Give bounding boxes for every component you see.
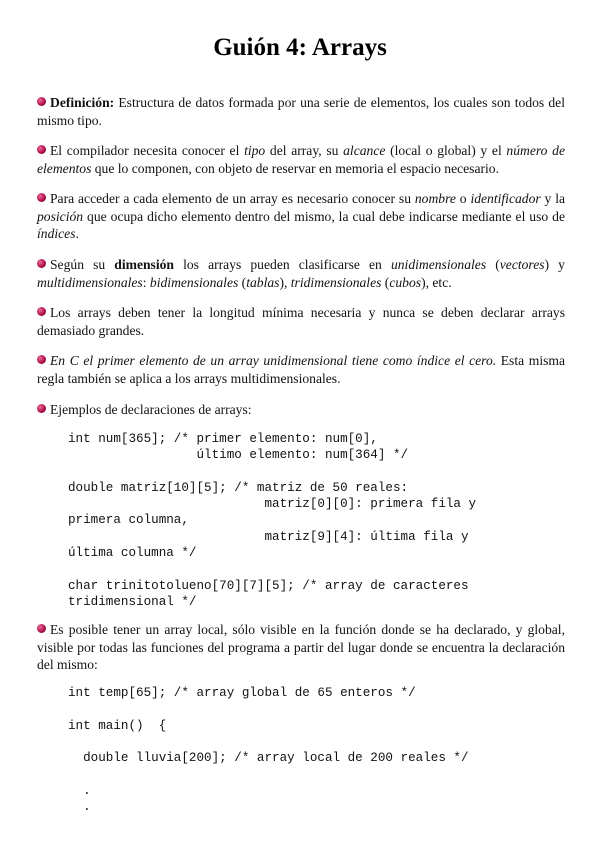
text-span: ), (279, 274, 291, 290)
bullet-icon (37, 259, 46, 268)
paragraph-local-global (37, 621, 565, 674)
bullet-icon (37, 145, 46, 154)
italic-span: unidimensionales (390, 257, 487, 272)
text-span: Según su (50, 257, 115, 272)
bold-span: dimensión (114, 257, 174, 272)
text-span: Ejemplos de declaraciones de arrays: (50, 402, 252, 417)
bullet-icon (37, 355, 46, 364)
italic-span: identificador (470, 191, 541, 206)
text-span: El compilador necesita conocer el (50, 143, 245, 158)
text-span: ) y (544, 257, 565, 272)
paragraph-examples (37, 401, 565, 419)
text-span: . (75, 226, 79, 241)
italic-span: alcance (343, 143, 386, 158)
text-span: los arrays pueden clasificarse en (173, 257, 391, 272)
text-span: : (142, 274, 150, 290)
bullet-icon (37, 97, 46, 106)
italic-span: número de elementos (37, 143, 565, 176)
text-span: ( (381, 274, 390, 290)
italic-span: multidimensionales (37, 274, 143, 290)
code-block-declarations: int num[365]; /* primer elemento: num[0], último elemento: num[364] */ double matriz[10][5]; /* matriz de 50 reales: matriz[0][0]: primera fila y primera columna, matriz[9][4]: última fila y última columna */ char trinitotolueno[70][7][5]; /* array de caracteres tridimensional */ (68, 432, 477, 609)
bullet-icon (37, 404, 46, 413)
text-span: Es posible tener un array local, sólo visible en la función donde se ha declarado, y global, visible por todas las funciones del programa a partir del lugar donde se encuentra la declaración del mismo: (37, 622, 565, 672)
italic-span: vectores (499, 257, 545, 272)
italic-span: índices (37, 226, 76, 241)
text-span: Para acceder a cada elemento de un array es necesario conocer su (50, 191, 415, 206)
paragraph-definition (37, 94, 565, 129)
text-span: ), etc. (421, 274, 452, 290)
text-span: que lo componen, con objeto de reservar en memoria el espacio necesario. (91, 160, 500, 176)
paragraph-index-zero (37, 352, 565, 387)
paragraph-compiler (37, 142, 565, 177)
text-span: ( (238, 274, 247, 290)
paragraph-access (37, 190, 565, 243)
text-span: y la (540, 191, 566, 206)
italic-span: tipo (244, 143, 266, 158)
text-span: del array, su (265, 143, 344, 158)
italic-span: tablas (246, 274, 280, 290)
page-title: Guión 4: Arrays (213, 34, 387, 61)
italic-span: cubos (389, 274, 422, 290)
paragraph-dimension (37, 256, 565, 291)
text-span: o (455, 191, 471, 206)
paragraph-length (37, 304, 565, 339)
code-block-local-global: int temp[65]; /* array global de 65 enteros */ int main() { double lluvia[200]; /* array local de 200 reales */ . . (68, 686, 469, 815)
italic-span: posición (37, 208, 84, 224)
bullet-icon (37, 624, 46, 633)
text-span: que ocupa dicho elemento dentro del mismo, la cual debe indicarse mediante el uso de (83, 208, 565, 224)
text-span: ( (486, 257, 500, 272)
italic-span: tridimensionales (290, 274, 382, 290)
italic-span: bidimensionales (149, 274, 239, 290)
text-span: Esta misma regla también se aplica a los arrays multidimensionales. (37, 353, 565, 386)
bullet-icon (37, 307, 46, 316)
text-span: (local o global) y el (385, 143, 507, 158)
italic-span: En C el primer elemento de un array unidimensional tiene como índice el cero. (50, 353, 497, 368)
definition-term: Definición: (50, 95, 115, 110)
text-span: Los arrays deben tener la longitud mínima necesaria y nunca se deben declarar arrays demasiado grandes. (37, 305, 565, 338)
italic-span: nombre (414, 191, 456, 206)
bullet-icon (37, 193, 46, 202)
definition-text: Estructura de datos formada por una serie de elementos, los cuales son todos del mismo tipo. (37, 95, 565, 128)
